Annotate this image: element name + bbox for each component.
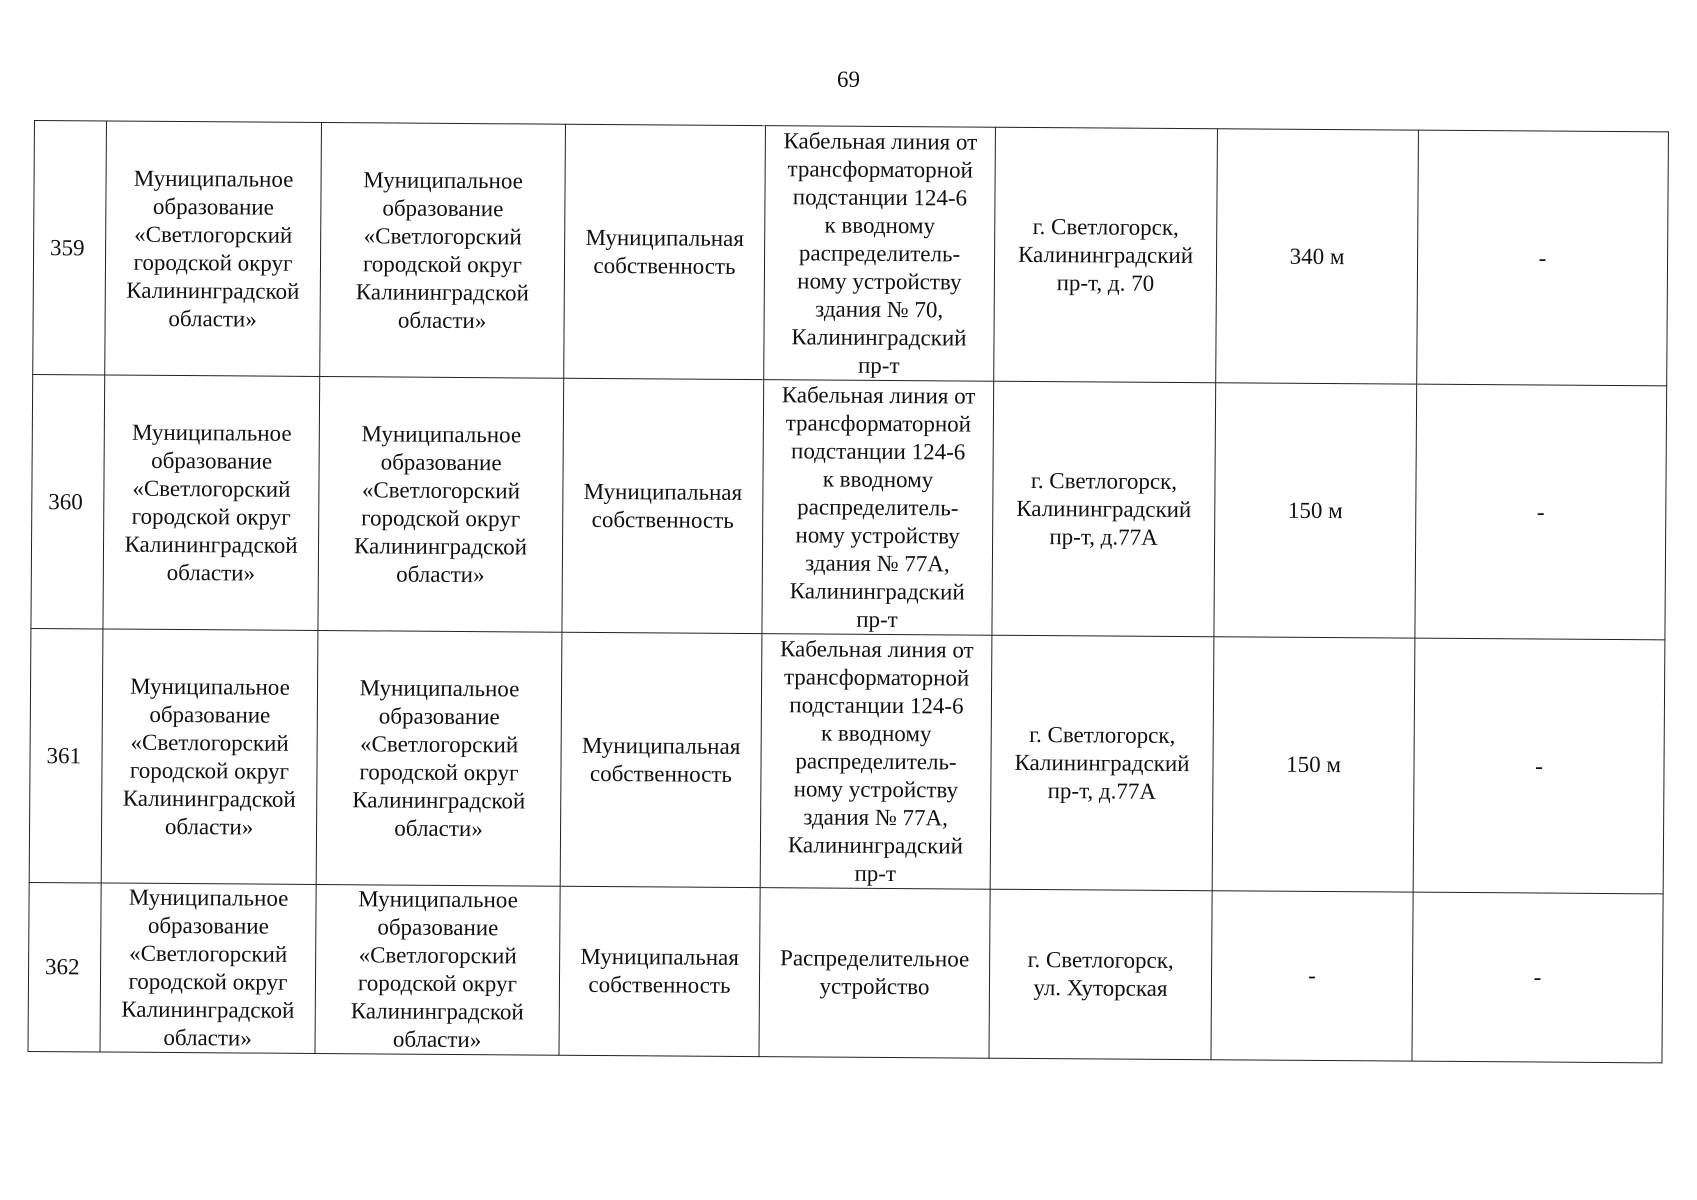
row-number-cell	[29, 628, 103, 882]
object-line: к вводному	[822, 466, 934, 492]
owner-line: «Светлогорский	[358, 942, 517, 969]
owner-cell	[316, 630, 562, 886]
owner-line: области»	[396, 561, 485, 587]
object-cell	[759, 888, 990, 1059]
object-line: подстанции 124-6	[792, 183, 968, 211]
holder-line: Калининградской	[121, 996, 295, 1023]
object-line: трансформаторной	[783, 663, 970, 691]
ownership-line: собственность	[588, 971, 731, 998]
page-number: 69	[837, 67, 860, 92]
owner-line: городской округ	[362, 250, 523, 277]
holder-cell	[101, 629, 318, 884]
table-row	[29, 628, 1665, 893]
length-value: -	[1308, 962, 1316, 988]
owner-line: Муниципальное	[358, 886, 518, 913]
holder-line: «Светлогорский	[129, 940, 288, 967]
object-cell	[764, 126, 996, 382]
object-line: к вводному	[820, 720, 932, 746]
registry-table	[27, 120, 1668, 1063]
note-value: -	[1533, 964, 1542, 990]
holder-line: области»	[168, 305, 257, 332]
holder-line: Калининградской	[122, 785, 296, 812]
table-row	[31, 374, 1667, 639]
owner-line: «Светлогорский	[361, 476, 521, 503]
holder-line: «Светлогорский	[132, 475, 291, 502]
ownership-line: Муниципальная	[581, 732, 741, 759]
owner-line: городской округ	[359, 758, 519, 785]
object-line: распределитель-	[795, 747, 957, 774]
owner-line: области»	[397, 307, 487, 333]
holder-line: образование	[151, 447, 273, 474]
owner-line: «Светлогорский	[363, 222, 522, 249]
owner-line: области»	[392, 1026, 482, 1053]
object-line: Распределительное	[780, 945, 970, 972]
address-line: пр-т, д. 70	[1056, 269, 1155, 296]
holder-cell	[103, 375, 320, 630]
address-line: Калининградский	[1016, 495, 1192, 522]
holder-line: «Светлогорский	[130, 729, 289, 756]
address-line: Калининградский	[1014, 749, 1190, 776]
ownership-line: Муниципальная	[585, 224, 744, 251]
object-line: Кабельная линия от	[781, 381, 976, 409]
owner-line: Калининградской	[350, 998, 524, 1025]
owner-line: образование	[378, 702, 500, 729]
object-line: здания № 77А,	[803, 803, 949, 830]
address-line: Калининградский	[1017, 241, 1194, 268]
ownership-line: собственность	[591, 506, 734, 533]
object-line: Калининградский	[791, 323, 967, 351]
object-line: к вводному	[824, 212, 936, 238]
table-row	[33, 121, 1669, 386]
owner-line: образование	[377, 914, 499, 941]
holder-line: образование	[147, 912, 269, 939]
row-number: 360	[48, 488, 83, 514]
ownership-cell	[559, 886, 760, 1056]
ownership-line: Муниципальная	[580, 943, 739, 970]
owner-cell	[318, 377, 564, 633]
object-line: здания № 77А,	[805, 549, 950, 576]
object-line: ному устройству	[797, 267, 962, 294]
address-line: пр-т, д.77А	[1047, 777, 1157, 804]
address-line: г. Светлогорск,	[1030, 467, 1178, 494]
note-value: -	[1535, 752, 1543, 779]
owner-line: Муниципальное	[359, 674, 520, 701]
owner-line: Муниципальное	[363, 166, 523, 193]
ownership-line: собственность	[593, 252, 736, 279]
holder-line: городской округ	[128, 968, 288, 995]
object-cell	[762, 380, 994, 636]
holder-line: Калининградской	[124, 531, 298, 558]
address-line: пр-т, д.77А	[1049, 523, 1158, 550]
owner-line: Муниципальное	[361, 420, 522, 447]
address-line: г. Светлогорск,	[1032, 213, 1179, 240]
owner-cell	[320, 123, 566, 379]
ownership-cell	[564, 124, 766, 379]
object-line: подстанции 124-6	[789, 691, 964, 719]
owner-line: Калининградской	[352, 786, 526, 813]
object-line: трансформаторной	[787, 155, 973, 183]
ownership-cell	[560, 632, 762, 887]
object-line: Кабельная линия от	[779, 635, 974, 663]
owner-line: образование	[380, 448, 502, 475]
object-line: распределитель-	[798, 239, 961, 266]
address-cell	[994, 127, 1218, 383]
holder-line: Муниципальное	[130, 673, 290, 700]
row-number: 359	[50, 234, 85, 260]
object-line: распределитель-	[797, 493, 959, 520]
note-cell	[1412, 892, 1663, 1063]
note-cell	[1417, 130, 1669, 386]
object-line: подстанции 124-6	[791, 437, 966, 465]
holder-cell	[105, 121, 322, 376]
row-number: 362	[45, 954, 80, 980]
length-cell	[1216, 129, 1419, 384]
object-line: здания № 70,	[815, 295, 944, 322]
holder-line: Калининградской	[126, 277, 300, 304]
object-line: ному устройству	[795, 521, 960, 548]
row-number-cell	[31, 374, 105, 628]
holder-line: образование	[152, 193, 274, 220]
holder-line: образование	[149, 701, 271, 728]
holder-line: городской округ	[133, 249, 293, 276]
owner-line: Калининградской	[355, 278, 529, 305]
address-line: г. Светлогорск,	[1029, 721, 1176, 748]
owner-line: области»	[394, 815, 483, 841]
ownership-cell	[562, 378, 764, 633]
holder-cell	[100, 883, 316, 1053]
holder-line: «Светлогорский	[134, 221, 293, 248]
owner-line: Калининградской	[353, 532, 528, 559]
ownership-line: Муниципальная	[583, 478, 743, 505]
address-line: ул. Хуторская	[1033, 974, 1168, 1001]
object-cell	[760, 634, 992, 890]
note-value: -	[1536, 499, 1545, 525]
owner-line: городской округ	[357, 970, 518, 997]
note-cell	[1413, 638, 1665, 894]
holder-line: области»	[163, 1024, 252, 1051]
ownership-line: собственность	[589, 760, 733, 787]
address-line: г. Светлогорск,	[1027, 946, 1174, 973]
holder-line: области»	[166, 559, 256, 586]
length-value: 150 м	[1287, 497, 1343, 523]
owner-cell	[315, 884, 560, 1055]
object-line: трансформаторной	[785, 409, 972, 437]
address-cell	[992, 381, 1216, 637]
owner-line: образование	[382, 194, 504, 221]
object-line: ному устройству	[793, 775, 959, 802]
object-line: Калининградский	[789, 577, 965, 605]
object-line: пр-т	[856, 606, 898, 632]
row-number-cell	[28, 882, 101, 1051]
holder-line: области»	[164, 813, 254, 840]
object-line: Калининградский	[787, 831, 964, 859]
object-line: устройство	[819, 973, 930, 1000]
row-number-cell	[33, 121, 107, 375]
holder-line: Муниципальное	[133, 165, 294, 192]
note-value: -	[1538, 245, 1547, 271]
address-cell	[989, 889, 1212, 1060]
object-line: Кабельная линия от	[783, 127, 978, 155]
note-cell	[1415, 384, 1667, 640]
length-value: 340 м	[1289, 243, 1345, 269]
length-value: 150 м	[1286, 751, 1342, 777]
owner-line: городской округ	[361, 504, 521, 531]
holder-line: Муниципальное	[131, 419, 292, 446]
holder-line: Муниципальное	[128, 884, 289, 911]
owner-line: «Светлогорский	[360, 730, 519, 757]
length-cell	[1212, 637, 1415, 892]
address-cell	[990, 635, 1214, 891]
object-line: пр-т	[854, 860, 897, 886]
table-row	[28, 882, 1663, 1062]
row-number: 361	[46, 742, 82, 768]
holder-line: городской округ	[131, 503, 291, 530]
holder-line: городской округ	[129, 757, 290, 784]
object-line: пр-т	[857, 352, 900, 378]
length-cell	[1211, 891, 1413, 1061]
length-cell	[1214, 383, 1417, 638]
